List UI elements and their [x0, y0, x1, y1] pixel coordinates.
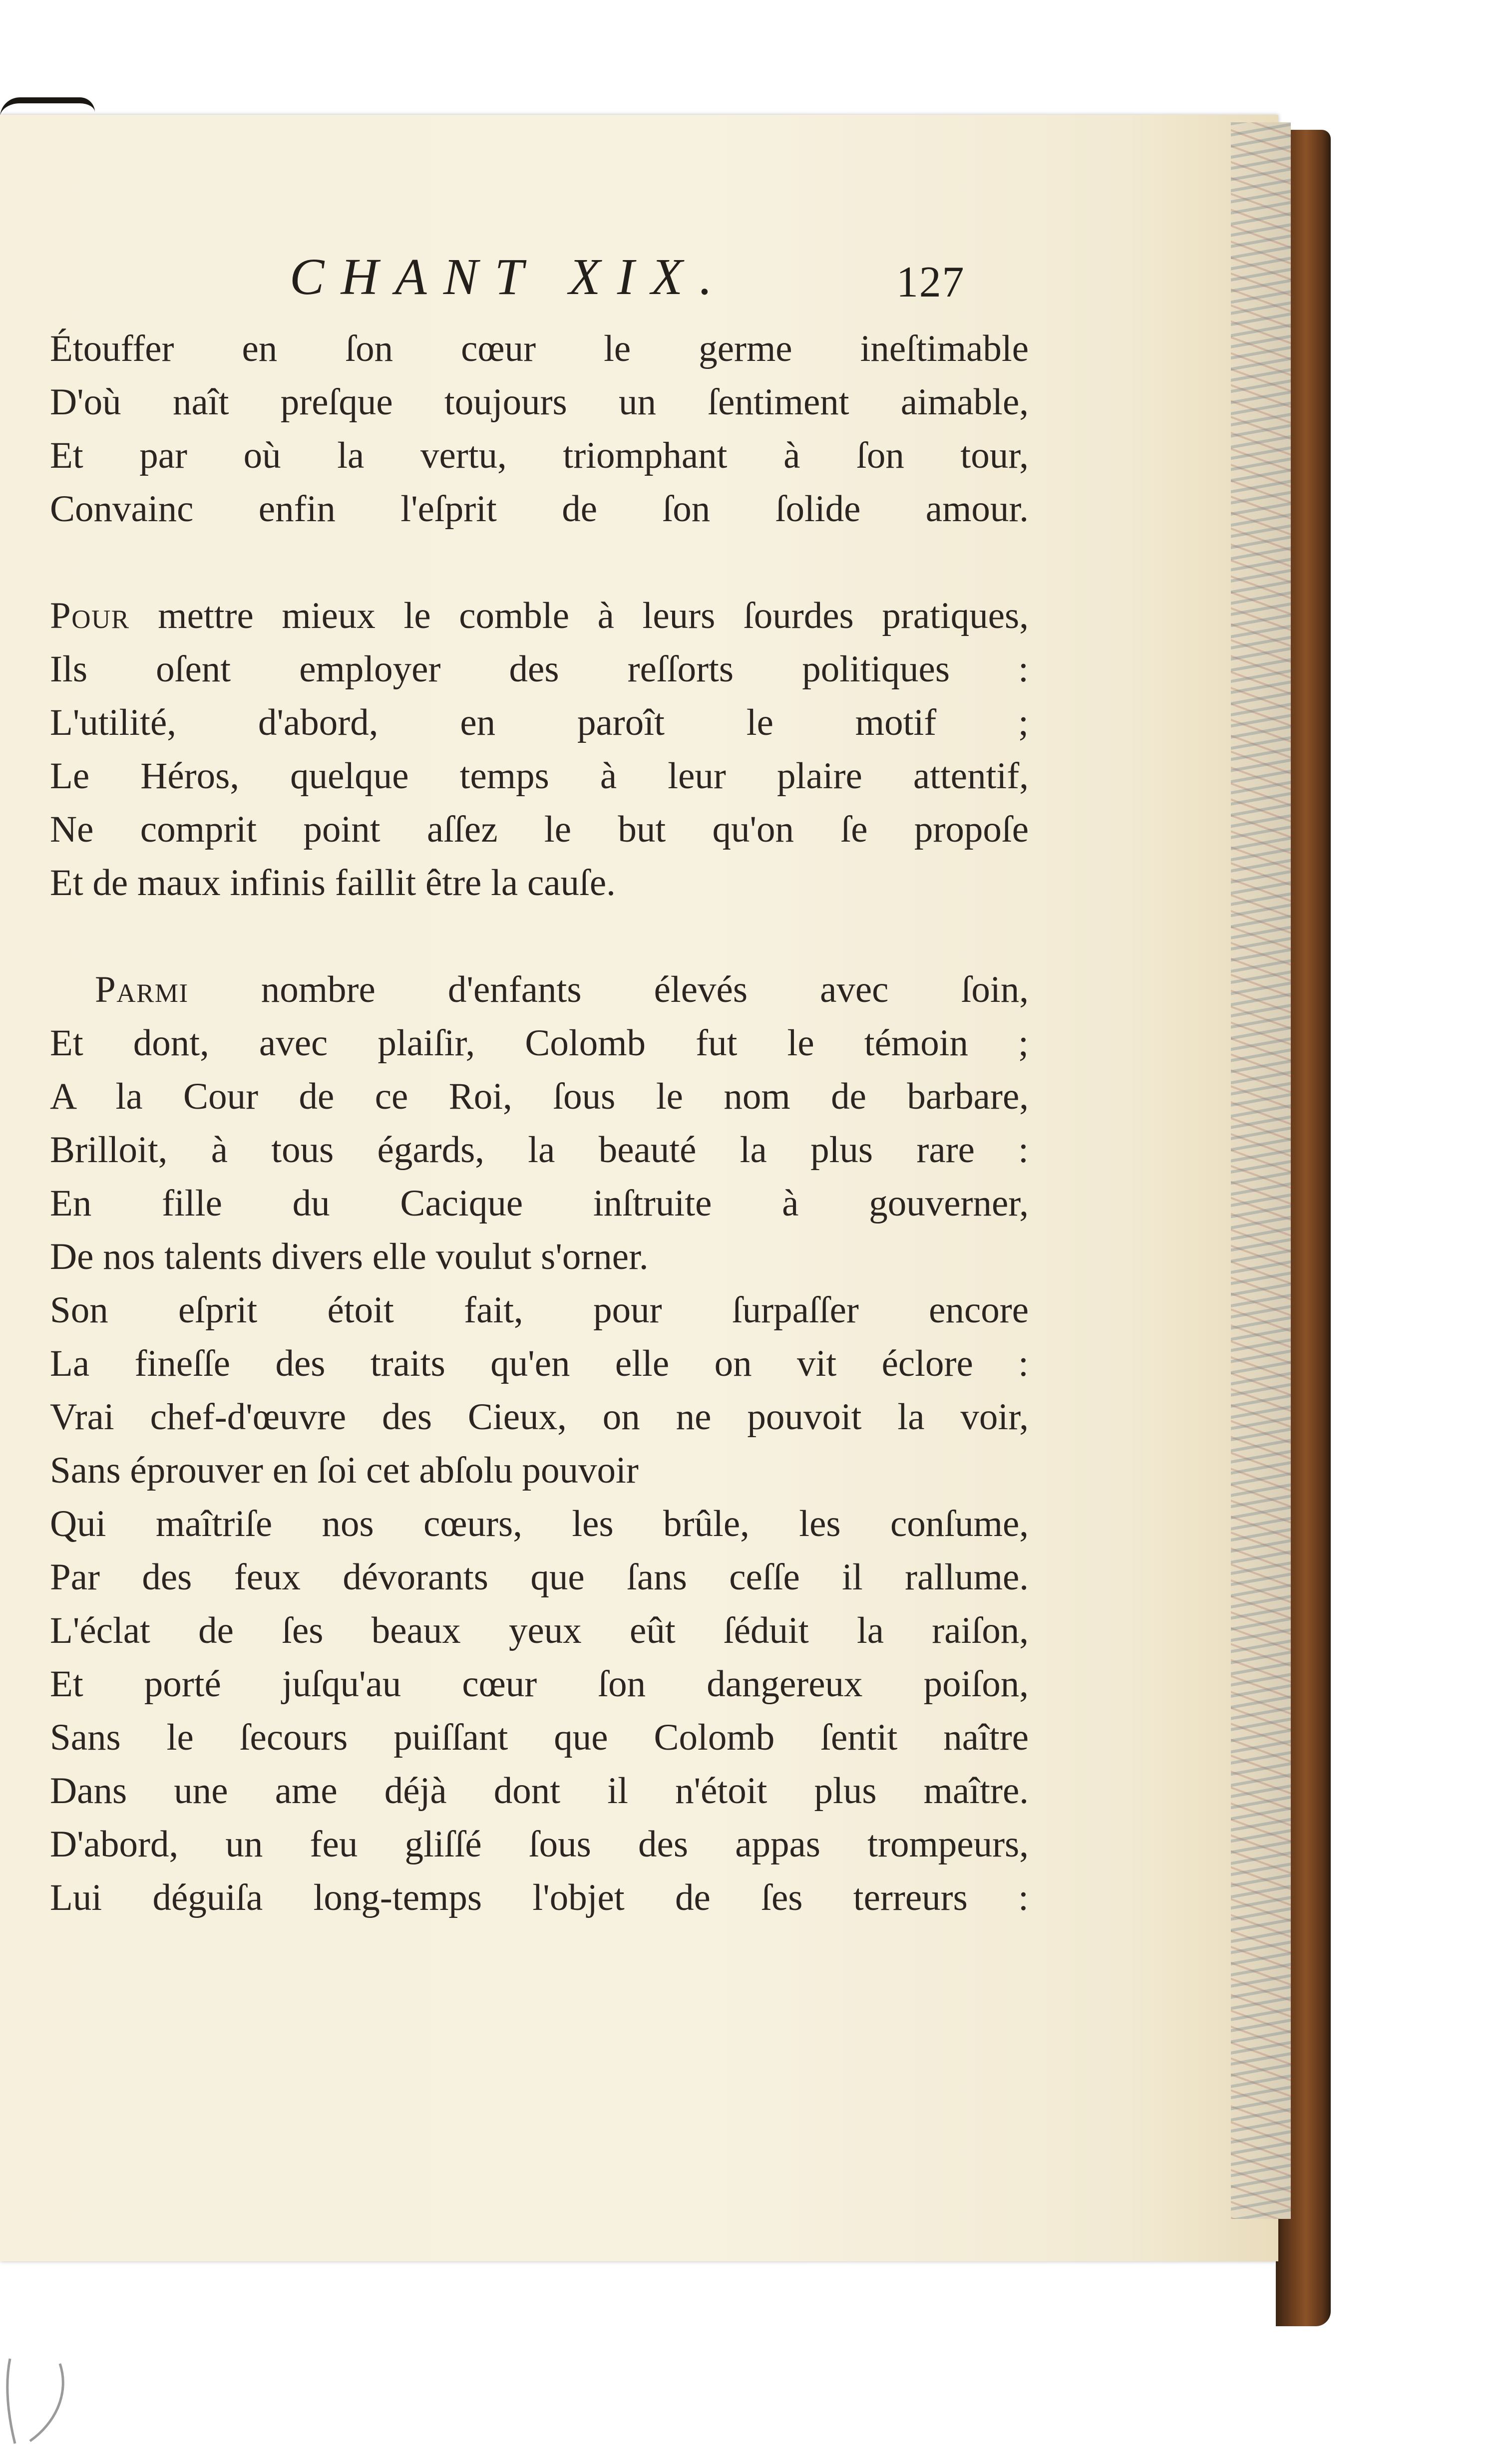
verse-line: Vrai chef-d'œuvre des Cieux, on ne pouvoit la voir,: [50, 1396, 1029, 1438]
verse-line: A la Cour de ce Roi, ſous le nom de barbare,: [50, 1076, 1029, 1117]
verse-line: Sans le ſecours puiſſant que Colomb ſentit naître: [50, 1717, 1029, 1758]
verse-line: Le Héros, quelque temps à leur plaire attentif,: [50, 755, 1029, 797]
stanza-lead-word: Pour: [50, 595, 130, 636]
verse-line: Brilloit, à tous égards, la beauté la plus rare :: [50, 1129, 1029, 1171]
verse-line: D'où naît preſque toujours un ſentiment aimable,: [50, 381, 1029, 423]
verse-line: La fineſſe des traits qu'en elle on vit éclore :: [50, 1343, 1029, 1384]
stanza-1: [50, 322, 1029, 536]
verse-line: De nos talents divers elle voulut s'orner.: [50, 1236, 649, 1277]
verse-line: Par des feux dévorants que ſans ceſſe il rallume.: [50, 1556, 1029, 1598]
verse-line: Lui déguiſa long-temps l'objet de ſes terreurs :: [50, 1877, 1029, 1918]
verse-line: L'utilité, d'abord, en paroît le motif ;: [50, 702, 1029, 743]
verse-block: [50, 322, 1029, 1924]
verse-line: Étouffer en ſon cœur le germe ineſtimable: [50, 328, 1029, 369]
verse-line: Et de maux infinis faillit être la cauſe.: [50, 862, 616, 904]
verse-line: Et par où la vertu, triomphant à ſon tour,: [50, 435, 1029, 476]
verse-line: Ils oſent employer des reſſorts politiques :: [50, 648, 1029, 690]
verse-line: Son eſprit étoit fait, pour ſurpaſſer encore: [50, 1289, 1029, 1331]
verse-line: Sans éprouver en ſoi cet abſolu pouvoir: [50, 1450, 639, 1491]
verse-line: En fille du Cacique inſtruite à gouverner,: [50, 1183, 1029, 1224]
verse-line-opening: [50, 589, 1029, 642]
verse-line-rest: nombre d'enfants élevés avec ſoin,: [188, 969, 1029, 1010]
page-number: 127: [896, 258, 965, 307]
stanza-3: [50, 963, 1029, 1924]
verse-line-rest: mettre mieux le comble à leurs ſourdes pratiques,: [129, 595, 1029, 636]
pencil-mark: [0, 2354, 85, 2449]
stanza-lead-word: Parmi: [95, 969, 189, 1010]
running-header: CHANT XIX.: [290, 248, 729, 306]
scan-background: [0, 0, 1510, 130]
verse-line: Dans une ame déjà dont il n'étoit plus maître.: [50, 1770, 1029, 1812]
marbled-page-edge: [1231, 122, 1291, 2219]
verse-line: Qui maîtriſe nos cœurs, les brûle, les conſume,: [50, 1503, 1029, 1544]
verse-line: Convainc enfin l'eſprit de ſon ſolide amour.: [50, 488, 1029, 530]
verse-line: Et dont, avec plaiſir, Colomb fut le témoin ;: [50, 1022, 1029, 1064]
stanza-2: [50, 589, 1029, 910]
verse-line-opening: [50, 963, 1029, 1016]
verse-line: L'éclat de ſes beaux yeux eût ſéduit la raiſon,: [50, 1610, 1029, 1651]
verse-line: D'abord, un feu gliſſé ſous des appas trompeurs,: [50, 1824, 1029, 1865]
verse-line: Et porté juſqu'au cœur ſon dangereux poiſon,: [50, 1663, 1029, 1705]
verse-line: Ne comprit point aſſez le but qu'on ſe propoſe: [50, 809, 1029, 850]
